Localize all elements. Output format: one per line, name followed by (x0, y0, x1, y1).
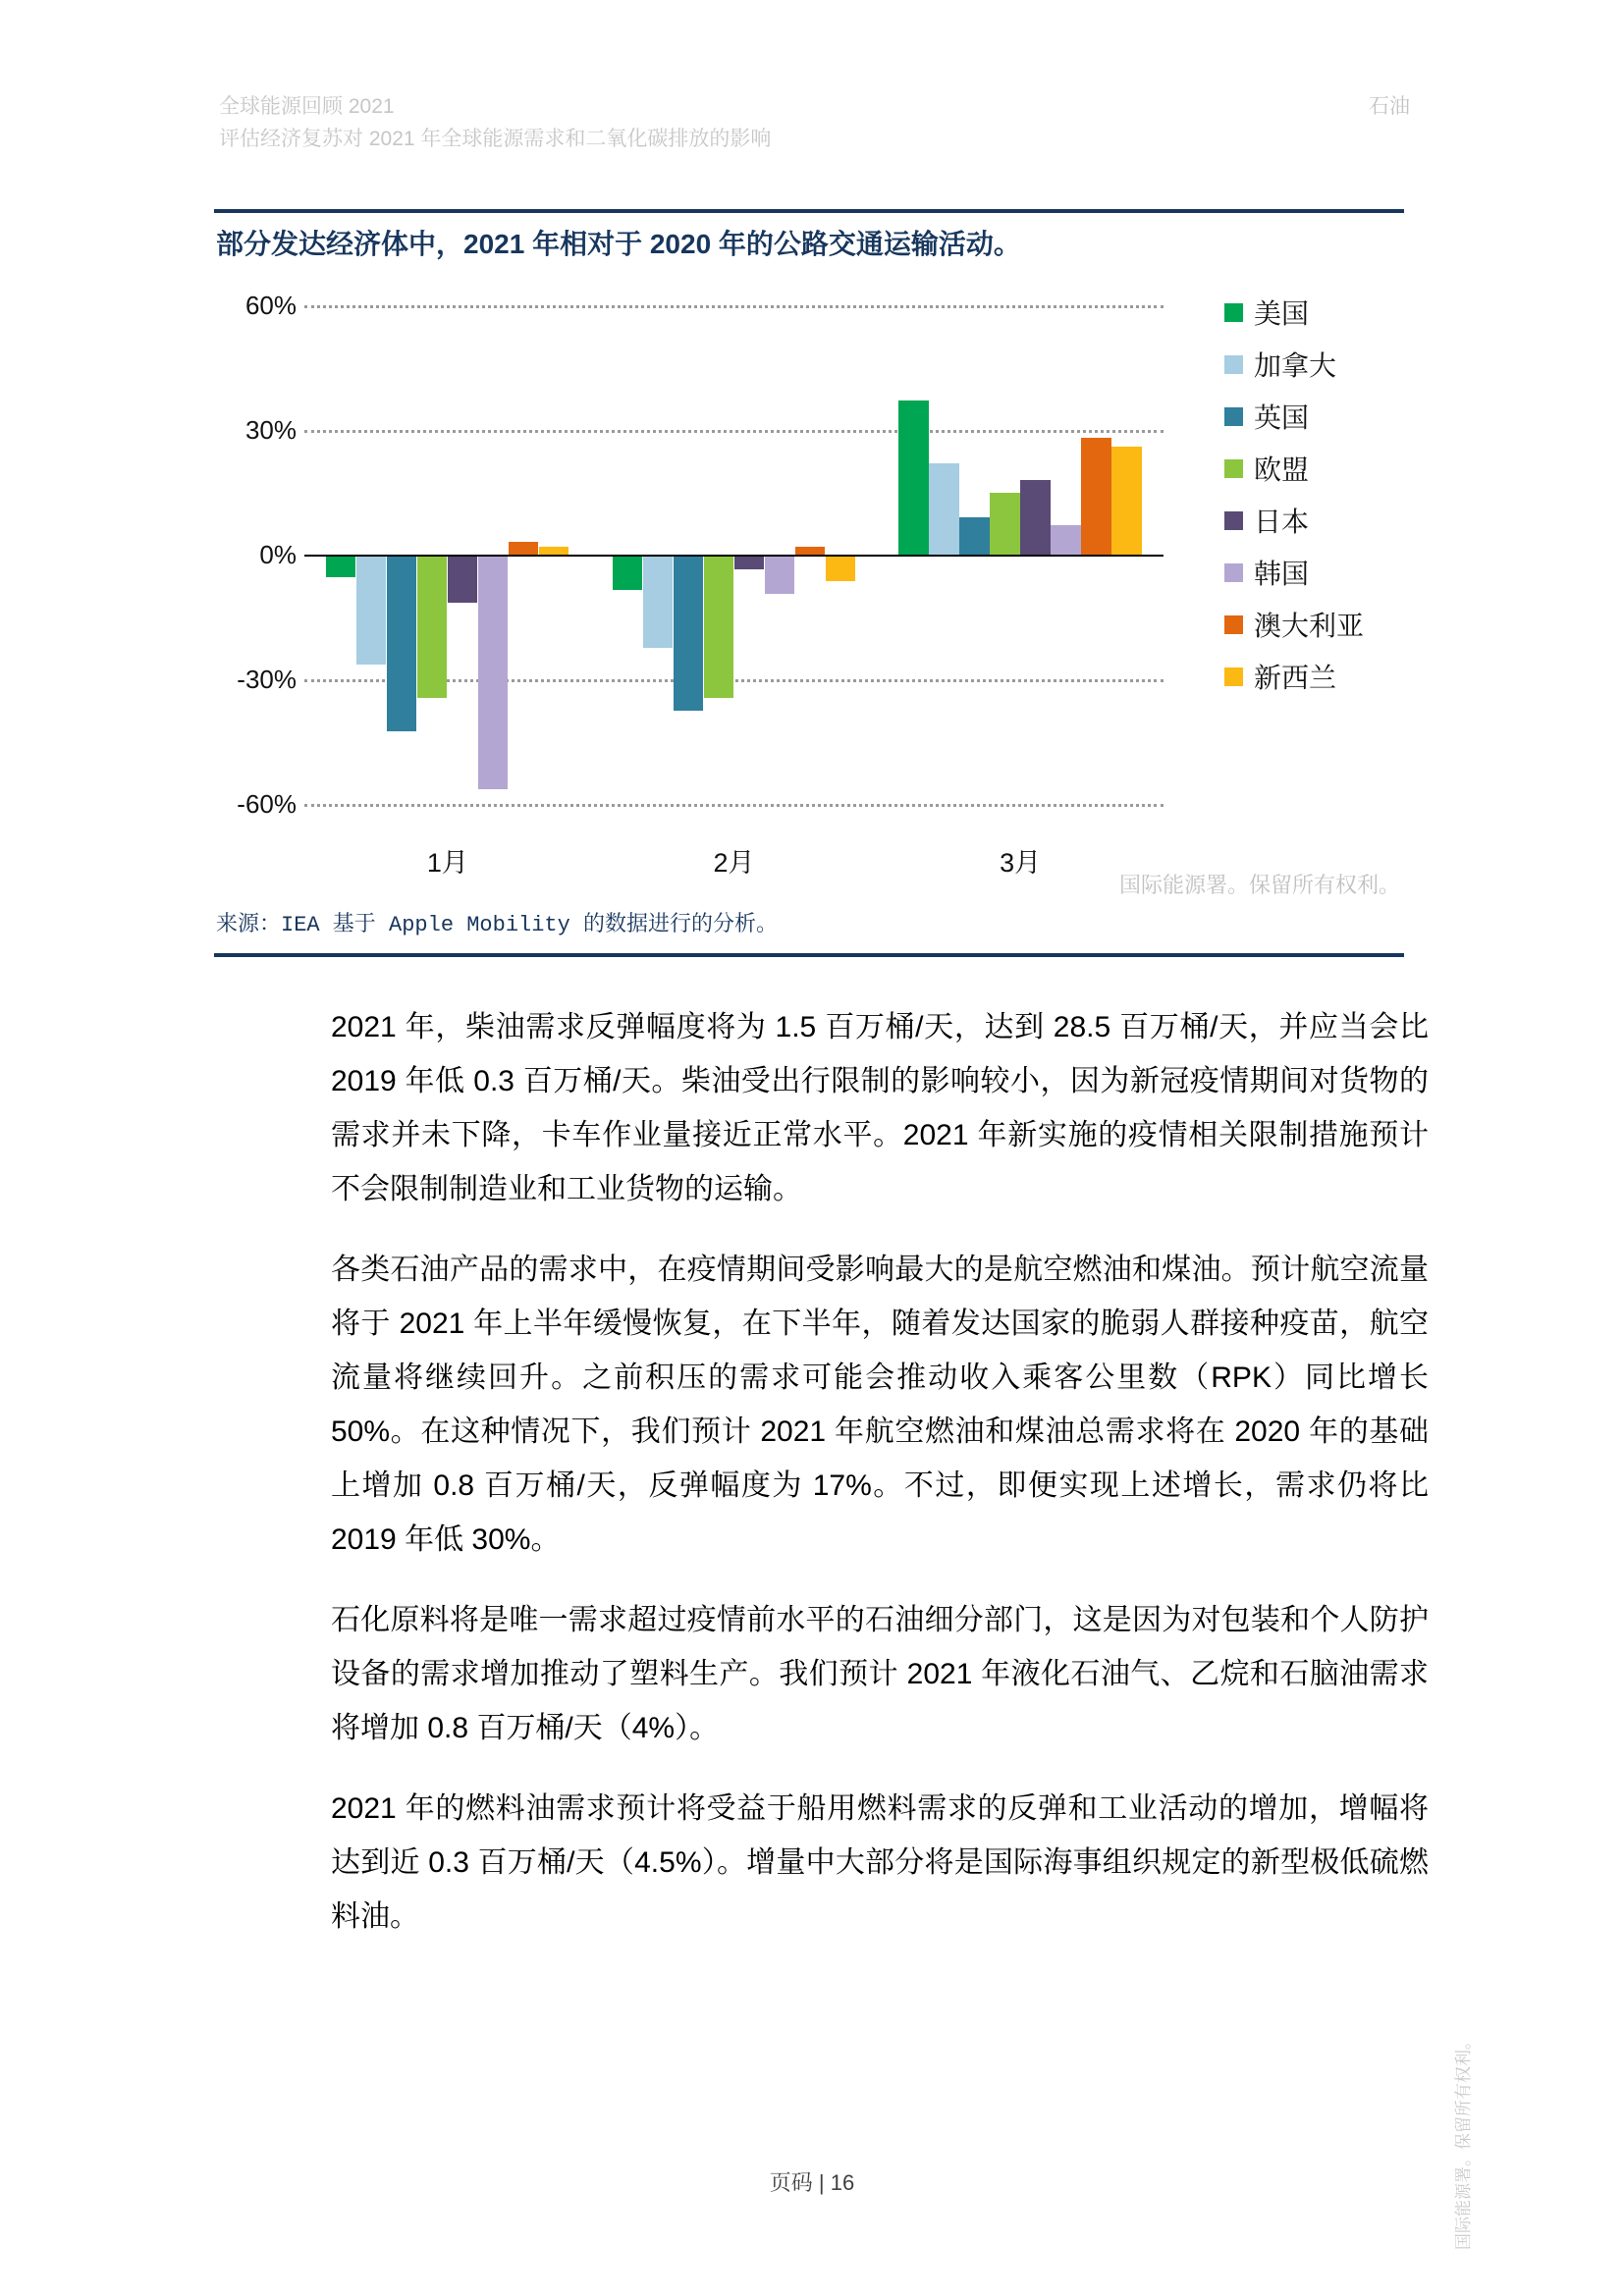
bar-英国-2月 (674, 557, 704, 711)
paragraph: 石化原料将是唯一需求超过疫情前水平的石油细分部门，这是因为对包装和个人防护设备的需求增加推动了塑料生产。我们预计 2021 年液化石油气、乙烷和石脑油需求将增加 0.8 百万桶/天（4%）。 (331, 1604, 1429, 1744)
copyright-side-note: 国际能源署。保留所有权利。 (1454, 2033, 1473, 2250)
bar-韩国-2月 (765, 557, 795, 594)
bar-加拿大-2月 (643, 557, 674, 648)
legend-label: 美国 (1254, 298, 1310, 329)
header-report-subtitle: 评估经济复苏对 2021 年全球能源需求和二氧化碳排放的影响 (219, 128, 772, 150)
bar-美国-2月 (613, 557, 643, 590)
bar-加拿大-3月 (929, 463, 959, 555)
bar-澳大利亚-1月 (509, 542, 539, 555)
bar-澳大利亚-2月 (795, 547, 826, 555)
bar-日本-3月 (1020, 480, 1051, 555)
bar-新西兰-2月 (826, 557, 856, 581)
legend-swatch-icon (1224, 511, 1243, 530)
legend-item-韩国 (1224, 556, 1309, 589)
y-tick-label: -60% (237, 789, 297, 819)
y-tick-label: 0% (259, 540, 297, 569)
legend-label: 澳大利亚 (1254, 611, 1365, 641)
bar-英国-1月 (387, 557, 417, 731)
legend-item-美国 (1224, 295, 1309, 329)
legend-swatch-icon (1224, 459, 1243, 478)
legend-swatch-icon (1224, 303, 1243, 322)
bar-韩国-1月 (478, 557, 509, 789)
paragraph: 2021 年的燃料油需求预计将受益于船用燃料需求的反弹和工业活动的增加，增幅将达到近 0.3 百万桶/天（4.5%）。增量中大部分将是国际海事组织规定的新型极低硫燃料油。 (331, 1792, 1429, 1933)
body-text (331, 1000, 1429, 1970)
legend-swatch-icon (1224, 667, 1243, 686)
bar-新西兰-1月 (539, 547, 569, 555)
legend-label: 欧盟 (1254, 454, 1310, 485)
y-tick-label: -30% (237, 665, 297, 694)
page-header (219, 90, 771, 155)
paragraph: 2021 年，柴油需求反弹幅度将为 1.5 百万桶/天，达到 28.5 百万桶/天，并应当会比 2019 年低 0.3 百万桶/天。柴油受出行限制的影响较小，因为新冠疫情期间对货物的需求并未下降，卡车作业量接近正常水平。2021 年新实施的疫情相关限制措施预计不会限制制造业和工业货物的运输。 (331, 1011, 1429, 1205)
legend-swatch-icon (1224, 355, 1243, 374)
gridline-30% (304, 430, 1164, 433)
bar-欧盟-3月 (990, 493, 1020, 556)
bar-日本-1月 (448, 557, 478, 603)
bar-美国-1月 (326, 557, 356, 577)
bar-chart (214, 213, 1404, 881)
legend-swatch-icon (1224, 615, 1243, 634)
gridline-60% (304, 305, 1164, 308)
legend-item-加拿大 (1224, 347, 1336, 381)
x-tick-label: 3月 (1000, 848, 1042, 878)
legend-swatch-icon (1224, 563, 1243, 582)
legend-item-新西兰 (1224, 660, 1336, 693)
bar-加拿大-1月 (356, 557, 387, 665)
figure-title: 部分发达经济体中，2021 年相对于 2020 年的公路交通运输活动。 (216, 229, 1021, 259)
bar-欧盟-1月 (417, 557, 448, 698)
page-number: 页码 | 16 (769, 2170, 855, 2195)
legend-item-日本 (1224, 504, 1309, 537)
figure-attribution: 国际能源署。保留所有权利。 (1118, 873, 1400, 897)
y-tick-label: 30% (244, 415, 297, 445)
legend-label: 日本 (1254, 507, 1310, 537)
bar-韩国-3月 (1051, 525, 1081, 555)
legend-label: 新西兰 (1254, 663, 1337, 693)
legend-label: 韩国 (1254, 559, 1310, 589)
bar-美国-3月 (898, 400, 929, 555)
bar-澳大利亚-3月 (1081, 438, 1111, 555)
paragraph: 各类石油产品的需求中，在疫情期间受影响最大的是航空燃油和煤油。预计航空流量将于 2021 年上半年缓慢恢复，在下半年，随着发达国家的脆弱人群接种疫苗，航空流量将继续回升。之前积压的需求可能会推动收入乘客公里数（RPK）同比增长 50%。在这种情况下，我们预计 2021 年航空燃油和煤油总需求将在 2020 年的基础上增加 0.8 百万桶/天，反弹幅度为 17%。不过，即便实现上述增长，需求仍将比 2019 年低 30%。 (331, 1254, 1429, 1556)
bar-日本-2月 (734, 557, 765, 569)
figure-box (214, 209, 1404, 957)
legend-item-澳大利亚 (1224, 608, 1364, 641)
legend-label: 英国 (1254, 402, 1310, 433)
legend-label: 加拿大 (1254, 350, 1337, 381)
bar-英国-3月 (959, 517, 990, 555)
x-tick-label: 1月 (426, 848, 468, 878)
legend-swatch-icon (1224, 407, 1243, 426)
header-report-title: 全球能源回顾 2021 (219, 95, 395, 118)
y-tick-label: 60% (244, 291, 297, 320)
legend-item-英国 (1224, 400, 1309, 433)
bar-新西兰-3月 (1111, 447, 1142, 555)
legend-item-欧盟 (1224, 452, 1309, 485)
figure-source: 来源：IEA 基于 Apple Mobility 的数据进行的分析。 (216, 913, 779, 937)
bar-欧盟-2月 (704, 557, 734, 698)
header-section-label: 石油 (1369, 95, 1410, 118)
x-tick-label: 2月 (713, 848, 755, 878)
gridline--60% (304, 804, 1164, 807)
